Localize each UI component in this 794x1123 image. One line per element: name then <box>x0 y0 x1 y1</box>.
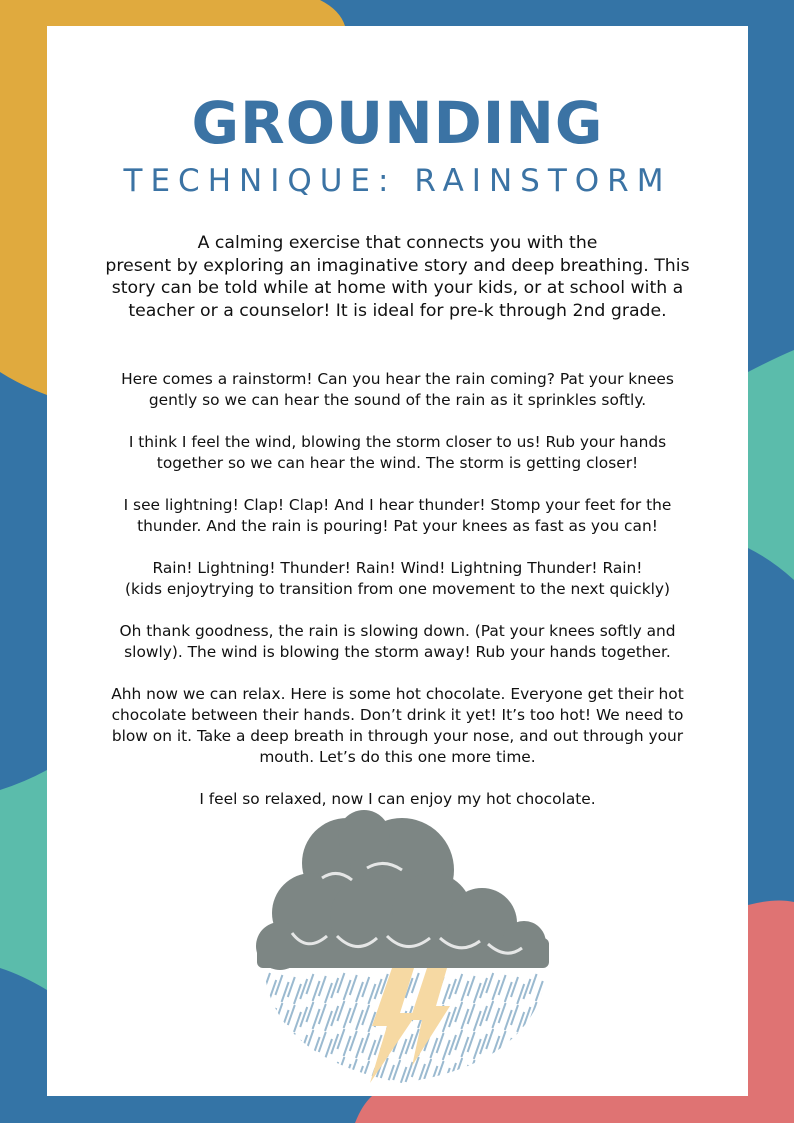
rain-streak <box>517 984 524 1004</box>
rain-streak <box>468 1032 475 1052</box>
rain-streak <box>523 1035 530 1055</box>
rain-streak <box>406 1062 413 1082</box>
rain-streak <box>282 1038 289 1058</box>
rain-streak <box>511 1005 518 1025</box>
intro-line: A calming exercise that connects you with the <box>197 233 598 253</box>
rain-streak <box>480 1006 487 1026</box>
story-line: I think I feel the wind, blowing the storm closer to us! Rub your hands <box>128 433 667 451</box>
rain-streak <box>300 979 307 999</box>
story-paragraph <box>67 369 728 411</box>
rain-streak <box>275 975 282 995</box>
rain-streak <box>337 1001 344 1021</box>
rain-streak <box>412 973 419 993</box>
rain-streak <box>461 1009 468 1029</box>
rain-streak <box>468 1060 475 1080</box>
rain-streak <box>480 1062 487 1082</box>
rain-streak <box>486 1001 493 1021</box>
intro-line: story can be told while at home with your kids, or at school with a <box>111 278 684 298</box>
rain-streak <box>294 984 301 1004</box>
rain-streak <box>499 1059 506 1079</box>
rain-streak <box>468 976 475 996</box>
rain-streak <box>344 980 351 1000</box>
rain-streak <box>517 1068 524 1088</box>
story-line: blow on it. Take a deep breath in through your nose, and out through your <box>111 727 684 745</box>
rain-streak <box>530 1058 537 1078</box>
rain-streak <box>368 1040 375 1060</box>
rain-streak <box>331 1006 338 1026</box>
rain-streak <box>492 1064 499 1084</box>
rain-streak <box>399 1039 406 1059</box>
rain-streak <box>288 977 295 997</box>
rain-streak <box>269 980 276 1000</box>
rain-streak <box>523 1063 530 1083</box>
rain-streak <box>461 1065 468 1085</box>
rain-streak <box>455 1058 462 1078</box>
rain-streak <box>350 1003 357 1023</box>
rain-streak <box>542 976 549 996</box>
rain-streak <box>300 1007 307 1027</box>
rain-streak <box>263 1001 270 1021</box>
rain-streak <box>468 1004 475 1024</box>
rain-streak <box>530 1030 537 1050</box>
rain-streak <box>356 1038 363 1058</box>
rain-streak <box>269 1036 276 1056</box>
rain-streak <box>313 1065 320 1085</box>
rain-streak <box>449 1007 456 1027</box>
rain-streak <box>505 1010 512 1030</box>
rain-streak <box>474 1011 481 1031</box>
rain-streak <box>306 974 313 994</box>
rain-streak <box>362 977 369 997</box>
rain-streak <box>517 1040 524 1060</box>
story-line: together so we can hear the wind. The storm is getting closer! <box>156 454 639 472</box>
rain-streak <box>461 981 468 1001</box>
rain-streak <box>275 1059 282 1079</box>
rain-streak <box>269 1064 276 1084</box>
rain-streak <box>344 1008 351 1028</box>
rain-streak <box>350 975 357 995</box>
rain-streak <box>443 1040 450 1060</box>
rain-streak <box>325 1067 332 1087</box>
rain-streak <box>306 1002 313 1022</box>
rain-streak <box>492 980 499 1000</box>
rain-streak <box>399 1067 406 1087</box>
page-title: GROUNDING <box>191 89 604 157</box>
rain-streak <box>406 1034 413 1054</box>
story-line: Here comes a rainstorm! Can you hear the rain coming? Pat your knees <box>121 370 674 388</box>
rain-streak <box>325 983 332 1003</box>
rain-streak <box>300 1063 307 1083</box>
rain-streak <box>499 1003 506 1023</box>
rain-streak <box>288 1005 295 1025</box>
rain-streak <box>430 1066 437 1086</box>
rain-streak <box>542 1032 549 1052</box>
rain-streak <box>368 984 375 1004</box>
rain-streak <box>263 1057 270 1077</box>
rain-streak <box>331 1062 338 1082</box>
rain-streak <box>511 977 518 997</box>
story-paragraph <box>67 432 728 474</box>
story-text <box>67 369 728 831</box>
rain-streak <box>418 1064 425 1084</box>
rain-streak <box>530 1002 537 1022</box>
rain-streak <box>294 1040 301 1060</box>
rain-streak <box>505 1066 512 1086</box>
rain-streak <box>486 973 493 993</box>
story-line: mouth. Let’s do this one more time. <box>259 748 536 766</box>
rain-streak <box>294 1068 301 1088</box>
rain-streak <box>362 1005 369 1025</box>
rain-streak <box>331 1034 338 1054</box>
rain-streak <box>319 976 326 996</box>
rain-streak <box>523 1007 530 1027</box>
rain-streak <box>492 1036 499 1056</box>
rain-streak <box>319 1032 326 1052</box>
rain-streak <box>449 1035 456 1055</box>
rain-streak <box>499 975 506 995</box>
rain-streak <box>424 1059 431 1079</box>
rain-streak <box>461 1037 468 1057</box>
rain-streak <box>282 1010 289 1030</box>
rain-streak <box>313 1009 320 1029</box>
rain-streak <box>480 1034 487 1054</box>
rain-streak <box>356 1010 363 1030</box>
storm-cloud-icon <box>252 808 557 1093</box>
rain-streak <box>331 978 338 998</box>
story-line: gently so we can hear the sound of the rain as it sprinkles softly. <box>148 391 647 409</box>
story-line: I feel so relaxed, now I can enjoy my hot chocolate. <box>199 790 596 808</box>
story-line: Rain! Lightning! Thunder! Rain! Wind! Lightning Thunder! Rain! <box>152 559 643 577</box>
rain-streak <box>344 1036 351 1056</box>
rain-streak <box>269 1008 276 1028</box>
rain-streak <box>337 1057 344 1077</box>
rain-streak <box>319 1004 326 1024</box>
rain-streak <box>356 1066 363 1086</box>
rain-streak <box>523 979 530 999</box>
rain-streak <box>511 1033 518 1053</box>
rain-streak <box>449 979 456 999</box>
rain-streak <box>536 1009 543 1029</box>
rain-streak <box>282 982 289 1002</box>
rain-streak <box>492 1008 499 1028</box>
rain-streak <box>300 1035 307 1055</box>
rain-streak <box>437 1033 444 1053</box>
story-line: thunder. And the rain is pouring! Pat your knees as fast as you can! <box>137 517 658 535</box>
story-paragraph <box>67 684 728 768</box>
page-subtitle: TECHNIQUE: RAINSTORM <box>123 163 672 199</box>
rain-streak <box>505 982 512 1002</box>
rain-streak <box>474 983 481 1003</box>
rain-streak <box>455 1002 462 1022</box>
story-paragraph <box>67 495 728 537</box>
rain-streak <box>288 1061 295 1081</box>
rain-streak <box>362 1061 369 1081</box>
intro-line: teacher or a counselor! It is ideal for pre-k through 2nd grade. <box>128 300 667 321</box>
rain-streak <box>282 1066 289 1086</box>
story-line: Ahh now we can relax. Here is some hot chocolate. Everyone get their hot <box>111 685 684 703</box>
story-line: chocolate between their hands. Don’t drink it yet! It’s too hot! We need to <box>111 706 684 724</box>
intro-line: present by exploring an imaginative story and deep breathing. This <box>105 255 690 276</box>
rain-streak <box>350 1059 357 1079</box>
rain-streak <box>350 1031 357 1051</box>
story-line: slowly). The wind is blowing the storm away! Rub your hands together. <box>124 643 671 661</box>
rain-streak <box>443 984 450 1004</box>
rain-streak <box>530 974 537 994</box>
rain-streak <box>536 1037 543 1057</box>
rain-streak <box>306 1030 313 1050</box>
rain-streak <box>356 982 363 1002</box>
intro-paragraph <box>77 232 718 322</box>
rain-streak <box>313 981 320 1001</box>
rain-streak <box>337 973 344 993</box>
rain-streak <box>455 1030 462 1050</box>
rain-streak <box>536 981 543 1001</box>
story-paragraph <box>67 789 728 810</box>
rain-streak <box>387 1065 394 1085</box>
rain-streak <box>313 1037 320 1057</box>
rain-streak <box>337 1029 344 1049</box>
story-paragraph <box>67 621 728 663</box>
rain-streak <box>263 1029 270 1049</box>
rain-streak <box>517 1012 524 1032</box>
rain-streak <box>480 978 487 998</box>
rain-streak <box>455 974 462 994</box>
rain-streak <box>344 1064 351 1084</box>
rain-streak <box>505 1038 512 1058</box>
rain-streak <box>437 1061 444 1081</box>
rain-streak <box>275 1003 282 1023</box>
rain-streak <box>542 1060 549 1080</box>
rain-streak <box>449 1063 456 1083</box>
rain-streak <box>306 1058 313 1078</box>
rain-streak <box>375 979 382 999</box>
rain-streak <box>294 1012 301 1032</box>
rain-streak <box>511 1061 518 1081</box>
story-paragraph <box>67 558 728 600</box>
rain-streak <box>443 1068 450 1088</box>
rain-streak <box>474 1067 481 1087</box>
rain-streak <box>536 1065 543 1085</box>
rain-streak <box>325 1011 332 1031</box>
story-line: Oh thank goodness, the rain is slowing down. (Pat your knees softly and <box>119 622 676 640</box>
rain-streak <box>430 1038 437 1058</box>
rain-streak <box>319 1060 326 1080</box>
worksheet-page <box>47 26 748 1096</box>
story-line: (kids enjoytrying to transition from one movement to the next quickly) <box>124 580 671 598</box>
rain-streak <box>275 1031 282 1051</box>
rain-streak <box>486 1057 493 1077</box>
rain-streak <box>325 1039 332 1059</box>
rain-streak <box>288 1033 295 1053</box>
rain-streak <box>474 1039 481 1059</box>
story-line: I see lightning! Clap! Clap! And I hear thunder! Stomp your feet for the <box>123 496 672 514</box>
rain-streak <box>393 1060 400 1080</box>
rain-streak <box>486 1029 493 1049</box>
rain-streak <box>499 1031 506 1051</box>
rain-streak <box>542 1004 549 1024</box>
rain-streak <box>263 973 270 993</box>
rain-streak <box>362 1033 369 1053</box>
